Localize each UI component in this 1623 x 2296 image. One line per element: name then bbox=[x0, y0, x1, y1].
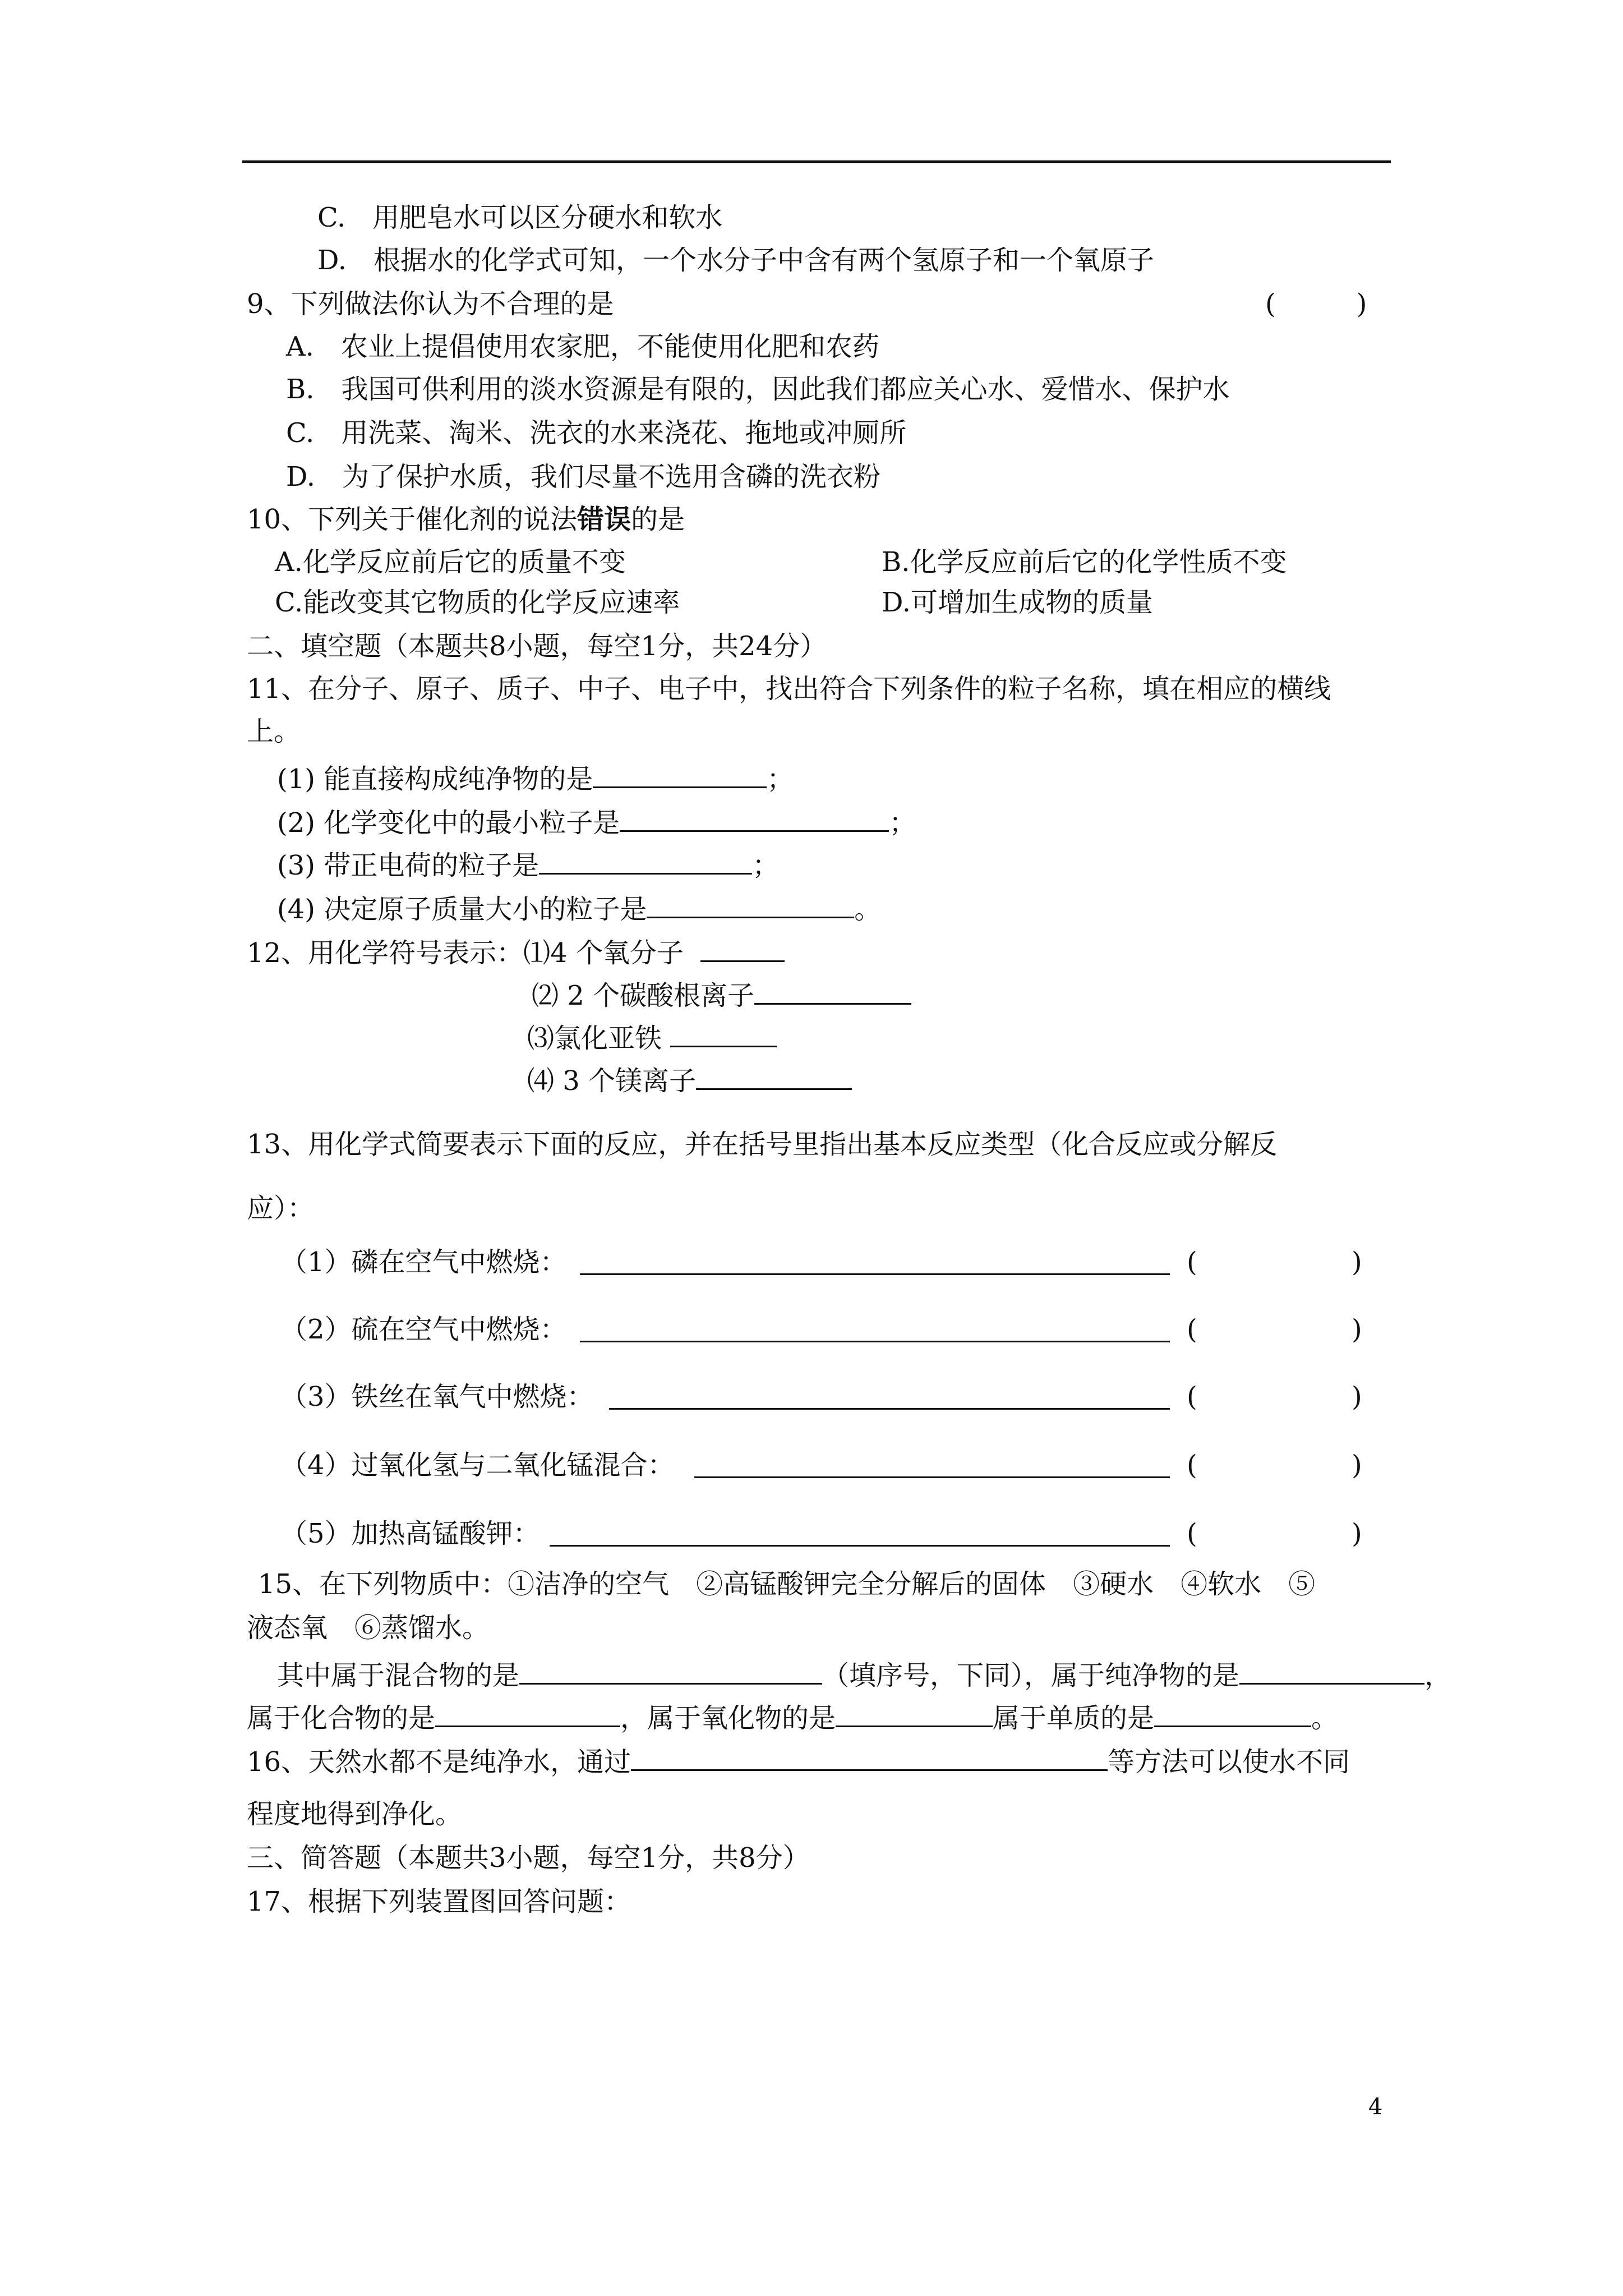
q12-item-3 bbox=[527, 1021, 777, 1052]
q11-item-1 bbox=[277, 762, 794, 793]
paren-close: ) bbox=[1352, 1246, 1362, 1278]
q11-item-4-label: (4) 决定原子质量大小的粒子是 bbox=[277, 894, 647, 925]
answer-blank[interactable] bbox=[670, 1021, 777, 1047]
answer-blank[interactable] bbox=[435, 1701, 620, 1727]
answer-blank[interactable] bbox=[519, 1658, 822, 1685]
answer-blank[interactable] bbox=[1239, 1658, 1424, 1685]
answer-blank[interactable] bbox=[696, 1064, 852, 1090]
q15-pure-label: （填序号，下同），属于纯净物的是 bbox=[822, 1660, 1240, 1691]
q9-answer-paren: ( ) bbox=[1265, 288, 1367, 320]
q13-item-4 bbox=[280, 1452, 675, 1479]
q13-stem-line2: 应）： bbox=[247, 1193, 315, 1224]
q10-option-d: D.可增加生成物的质量 bbox=[882, 587, 1154, 618]
q13-item-3 bbox=[280, 1383, 594, 1410]
q11-item-4-end: 。 bbox=[854, 894, 882, 925]
q16-post: 等方法可以使水不同 bbox=[1108, 1746, 1350, 1778]
q11-item-1-label: (1) 能直接构成纯净物的是 bbox=[277, 763, 593, 795]
paren-open: ( bbox=[1187, 1314, 1197, 1345]
q15-stem-line1: 15、在下列物质中：①洁净的空气 ②高锰酸钾完全分解后的固体 ③硬水 ④软水 ⑤ bbox=[258, 1568, 1316, 1600]
q12-item-3-label: ⑶氯化亚铁 bbox=[527, 1023, 662, 1054]
q10-stem-pre: 10、下列关于催化剂的说法 bbox=[247, 504, 578, 535]
paren-open: ( bbox=[1187, 1246, 1197, 1278]
answer-blank[interactable] bbox=[647, 892, 854, 918]
q12-stem-text: 12、用化学符号表示：⑴4 个氧分子 bbox=[247, 937, 684, 969]
q15-compound-label: 属于化合物的是 bbox=[247, 1703, 436, 1734]
q15-line4 bbox=[247, 1701, 1338, 1732]
answer-blank[interactable] bbox=[609, 1383, 1170, 1410]
header-rule bbox=[242, 160, 1391, 163]
answer-blank[interactable] bbox=[593, 762, 767, 788]
q13-stem-line1: 13、用化学式简要表示下面的反应，并在括号里指出基本反应类型（化合反应或分解反 bbox=[247, 1129, 1278, 1160]
q11-item-2 bbox=[277, 806, 916, 839]
answer-blank[interactable] bbox=[550, 1520, 1170, 1547]
section-2-heading: 二、填空题（本题共8小题，每空1分，共24分） bbox=[247, 631, 827, 662]
q13-item-3-label: （3）铁丝在氧气中燃烧： bbox=[280, 1381, 594, 1412]
q11-stem-line1: 11、在分子、原子、质子、中子、电子中，找出符合下列条件的粒子名称，填在相应的横线 bbox=[247, 673, 1331, 705]
q11-item-3 bbox=[277, 848, 779, 879]
q9-option-b: B. 我国可供利用的淡水资源是有限的，因此我们都应关心水、爱惜水、保护水 bbox=[286, 374, 1230, 405]
q8-option-d: D. 根据水的化学式可知，一个水分子中含有两个氢原子和一个氧原子 bbox=[317, 245, 1155, 276]
q13-item-5-label: （5）加热高锰酸钾： bbox=[280, 1518, 540, 1549]
q12-item-2 bbox=[532, 978, 911, 1009]
q11-item-2-end: ； bbox=[889, 807, 916, 839]
q13-item-4-label: （4）过氧化氢与二氧化锰混合： bbox=[280, 1450, 675, 1481]
paren-open: ( bbox=[1187, 1381, 1197, 1412]
q11-item-1-end: ； bbox=[767, 763, 794, 795]
q11-item-4 bbox=[277, 892, 881, 923]
q13-item-2-label: （2）硫在空气中燃烧： bbox=[280, 1314, 567, 1345]
q10-stem-post: 的是 bbox=[631, 504, 685, 535]
q12-stem bbox=[247, 936, 785, 967]
answer-blank[interactable] bbox=[580, 1316, 1170, 1342]
answer-blank[interactable] bbox=[754, 978, 911, 1005]
q11-item-3-end: ； bbox=[752, 850, 780, 881]
answer-blank[interactable] bbox=[631, 1745, 1108, 1771]
q12-item-2-label: ⑵ 2 个碳酸根离子 bbox=[532, 980, 755, 1011]
q12-item-4-label: ⑷ 3 个镁离子 bbox=[527, 1065, 697, 1097]
q16-pre: 16、天然水都不是纯净水，通过 bbox=[247, 1746, 631, 1778]
answer-blank[interactable] bbox=[700, 936, 785, 962]
page-number: 4 bbox=[1368, 2094, 1383, 2120]
paren-open: ( bbox=[1187, 1518, 1197, 1549]
paren-close: ) bbox=[1352, 1381, 1362, 1412]
q9-option-a: A. 农业上提倡使用农家肥，不能使用化肥和农药 bbox=[286, 331, 879, 362]
q13-item-2 bbox=[280, 1316, 567, 1343]
q15-comma: ， bbox=[1424, 1660, 1452, 1691]
q13-item-1 bbox=[280, 1246, 567, 1278]
q9-option-d: D. 为了保护水质，我们尽量不选用含磷的洗衣粉 bbox=[286, 461, 881, 493]
section-3-heading: 三、简答题（本题共3小题，每空1分，共8分） bbox=[247, 1842, 810, 1874]
q10-stem-emphasis: 错误 bbox=[577, 504, 631, 535]
q15-oxide-label: ，属于氧化物的是 bbox=[620, 1703, 836, 1734]
q15-period: 。 bbox=[1311, 1703, 1339, 1734]
q8-option-c: C. 用肥皂水可以区分硬水和软水 bbox=[317, 202, 723, 233]
q13-item-1-label: （1）磷在空气中燃烧： bbox=[280, 1246, 567, 1278]
answer-blank[interactable] bbox=[580, 1249, 1170, 1275]
answer-blank[interactable] bbox=[539, 848, 752, 875]
q15-line3 bbox=[277, 1658, 1451, 1689]
q10-option-a: A.化学反应前后它的质量不变 bbox=[275, 546, 626, 578]
q15-mixture-label: 其中属于混合物的是 bbox=[277, 1660, 520, 1691]
q15-stem-line2: 液态氧 ⑥蒸馏水。 bbox=[247, 1612, 490, 1644]
q11-stem-line2: 上。 bbox=[247, 716, 301, 747]
q10-stem bbox=[247, 506, 685, 533]
q17-stem: 17、根据下列装置图回答问题： bbox=[247, 1886, 631, 1917]
answer-blank[interactable] bbox=[1154, 1701, 1311, 1727]
q10-option-c: C.能改变其它物质的化学反应速率 bbox=[275, 587, 680, 618]
paren-close: ) bbox=[1352, 1518, 1362, 1549]
answer-blank[interactable] bbox=[620, 806, 889, 832]
q9-stem: 9、下列做法你认为不合理的是 bbox=[247, 288, 614, 320]
q16-line1 bbox=[247, 1745, 1350, 1778]
q12-item-4 bbox=[527, 1064, 852, 1097]
q9-option-c: C. 用洗菜、淘米、洗衣的水来浇花、拖地或冲厕所 bbox=[286, 417, 907, 449]
q10-option-b: B.化学反应前后它的化学性质不变 bbox=[882, 546, 1287, 578]
q11-item-2-label: (2) 化学变化中的最小粒子是 bbox=[277, 807, 620, 839]
q11-item-3-label: (3) 带正电荷的粒子是 bbox=[277, 850, 540, 881]
answer-blank[interactable] bbox=[836, 1701, 993, 1727]
paren-open: ( bbox=[1187, 1450, 1197, 1481]
q16-line2: 程度地得到净化。 bbox=[247, 1798, 463, 1830]
paren-close: ) bbox=[1352, 1450, 1362, 1481]
q15-element-label: 属于单质的是 bbox=[993, 1703, 1155, 1734]
answer-blank[interactable] bbox=[694, 1452, 1170, 1478]
paren-close: ) bbox=[1352, 1314, 1362, 1345]
q13-item-5 bbox=[280, 1520, 540, 1547]
